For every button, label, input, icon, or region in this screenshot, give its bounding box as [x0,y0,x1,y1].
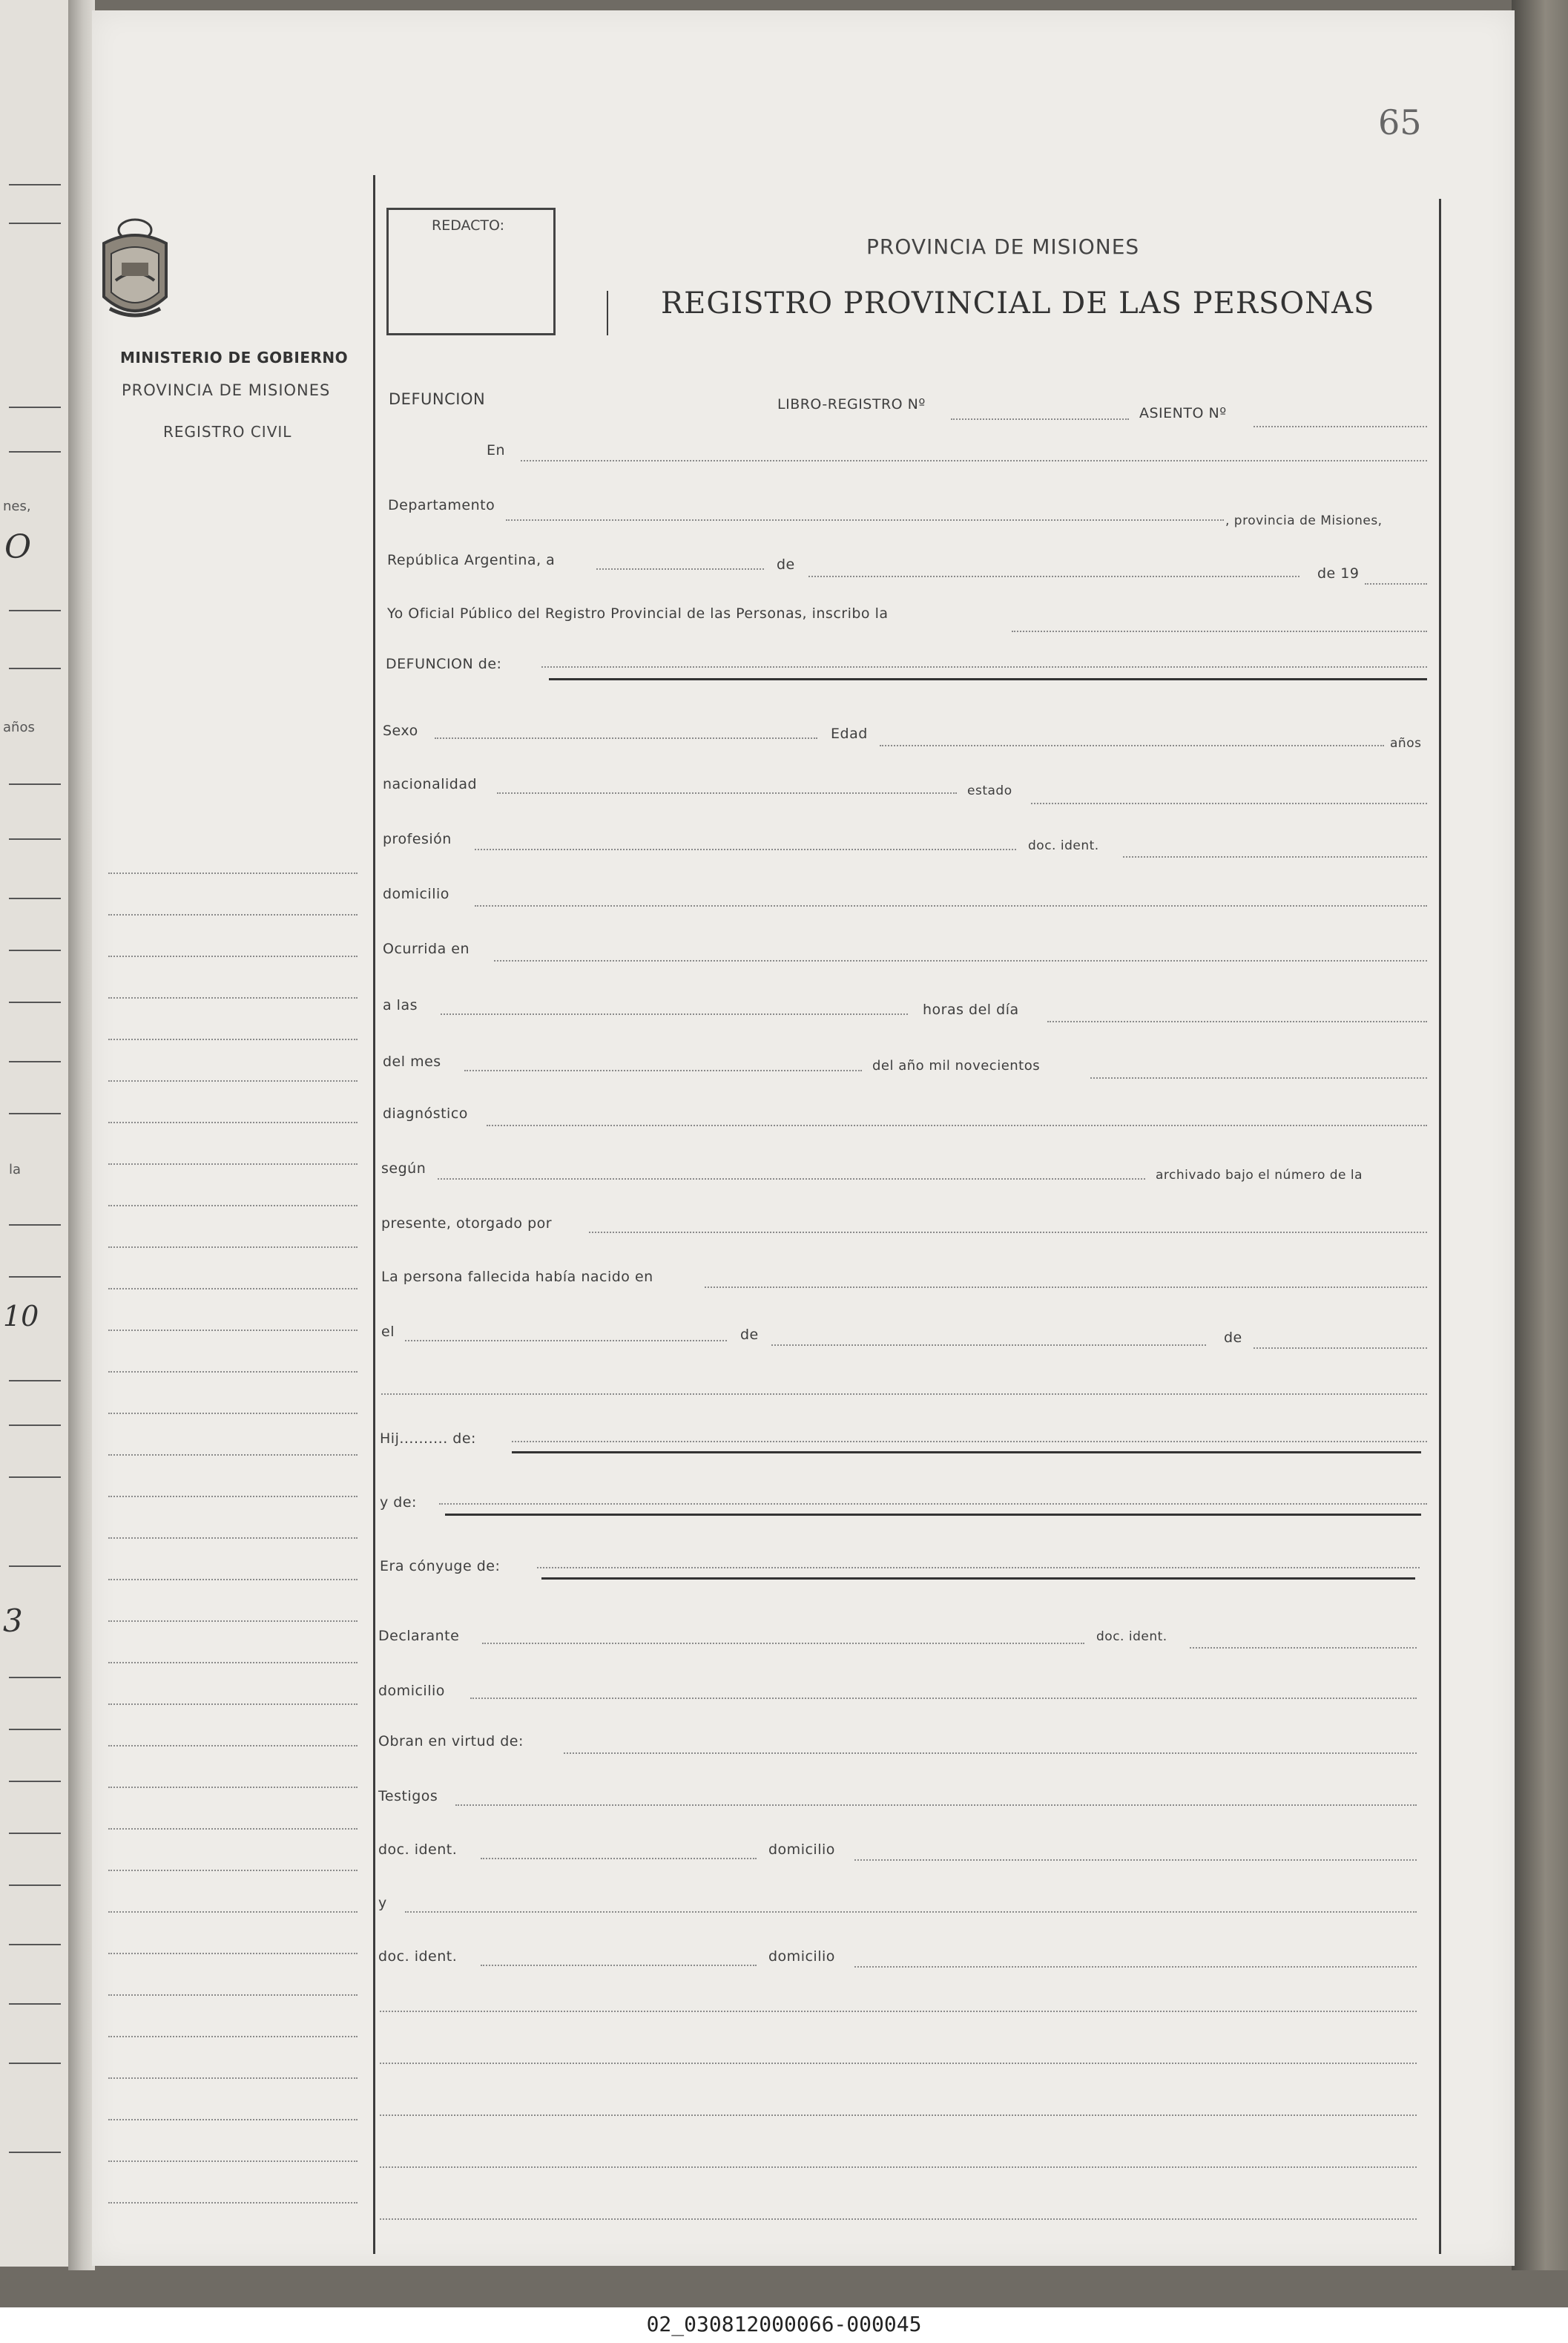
declarante-label: Declarante [378,1628,460,1644]
a-las-field[interactable] [441,1013,908,1015]
hijo-dots [512,1441,1427,1442]
header-divider [607,291,608,335]
defuncion-de-field[interactable] [549,678,1427,680]
edad-label: Edad [831,726,868,742]
estado-label: estado [967,783,1012,798]
margin-note-line[interactable] [108,2036,358,2037]
notes-line[interactable] [380,2011,1417,2012]
left-rule [9,668,61,669]
notes-line[interactable] [380,2114,1417,2116]
title-province: PROVINCIA DE MISIONES [866,234,1140,259]
del-mes-field[interactable] [464,1070,862,1071]
margin-note-line[interactable] [108,1620,358,1622]
margin-note-line[interactable] [108,956,358,957]
del-ano-label: del año mil novecientos [872,1058,1041,1074]
testigo-1-field[interactable] [455,1804,1417,1806]
departamento-label: Departamento [388,497,495,513]
margin-note-line[interactable] [108,1288,358,1289]
conyuge-dots [537,1567,1420,1568]
margin-note-line[interactable] [108,1745,358,1746]
del-ano-field[interactable] [1090,1077,1427,1079]
left-rule [9,950,61,951]
margin-note-line[interactable] [108,1787,358,1788]
departamento-field[interactable] [506,519,1224,521]
margin-note-line[interactable] [108,873,358,874]
testigo-1-domicilio-field[interactable] [854,1859,1417,1861]
margin-note-line[interactable] [108,1330,358,1331]
margin-note-line[interactable] [108,1911,358,1913]
domicilio-field[interactable] [475,905,1427,907]
nacimiento-ano-field[interactable] [1254,1347,1427,1349]
left-rule [9,184,61,185]
margin-note-line[interactable] [108,1122,358,1123]
en-label: En [487,442,506,459]
diagnostico-field[interactable] [487,1125,1427,1126]
page-number: 65 [1378,102,1422,142]
nacimiento-mes-field[interactable] [771,1344,1206,1346]
left-rule [9,2152,61,2153]
notes-line[interactable] [380,2063,1417,2064]
ministry-label: MINISTERIO DE GOBIERNO [120,349,349,367]
profesion-field[interactable] [475,849,1016,850]
margin-note-line[interactable] [108,1163,358,1165]
testigo-1-doc-label: doc. ident. [378,1841,458,1858]
registry-label: REGISTRO CIVIL [163,423,292,441]
margin-note-line[interactable] [108,1953,358,1954]
margin-note-line[interactable] [108,1246,358,1248]
declarante-domicilio-field[interactable] [470,1698,1417,1699]
segun-field[interactable] [438,1178,1145,1180]
title-registry: REGISTRO PROVINCIAL DE LAS PERSONAS [661,286,1375,321]
margin-note-line[interactable] [108,1413,358,1414]
y-de-label: y de: [380,1494,417,1511]
margin-note-line[interactable] [108,1454,358,1456]
del-mes-label: del mes [383,1054,441,1070]
testigos-label: Testigos [378,1788,438,1804]
testigo-1-domicilio-label: domicilio [768,1841,835,1858]
segun-label: según [381,1160,426,1177]
margin-note-line[interactable] [108,1496,358,1497]
margin-note-line[interactable] [108,2077,358,2079]
margin-note-line[interactable] [108,1828,358,1830]
margin-note-line[interactable] [108,1537,358,1539]
edad-field[interactable] [880,745,1384,746]
doc-ident-label-2: doc. ident. [1096,1629,1167,1644]
y-de-dots [439,1503,1427,1505]
domicilio-label: domicilio [383,886,449,902]
obran-label: Obran en virtud de: [378,1733,524,1749]
nacido-en-field[interactable] [705,1286,1427,1288]
extra-line[interactable] [381,1393,1427,1395]
handwritten-mark: 10 [3,1300,39,1332]
left-rule [9,1677,61,1678]
left-fragment: nes, [3,499,31,514]
margin-note-line[interactable] [108,1703,358,1705]
margin-note-line[interactable] [108,2202,358,2204]
testigo-2-domicilio-field[interactable] [854,1966,1417,1968]
persona-fallecida-label: La persona fallecida había nacido en [381,1269,653,1285]
defuncion-heading: DEFUNCION [389,390,486,408]
de19-label: de 19 [1317,565,1360,582]
sexo-label: Sexo [383,723,418,739]
nacionalidad-field[interactable] [497,792,957,794]
el-label: el [381,1324,395,1340]
yo-oficial-text: Yo Oficial Público del Registro Provincial de las Personas, inscribo la [387,605,889,622]
left-rule [9,1424,61,1426]
left-rule [9,1944,61,1945]
dia-field[interactable] [596,568,764,570]
en-field[interactable] [521,460,1427,461]
de-label-3: de [1224,1330,1242,1346]
mes-field[interactable] [808,576,1299,577]
book-gutter [68,0,95,2270]
margin-note-line[interactable] [108,1080,358,1082]
notes-line[interactable] [380,2218,1417,2220]
left-rule [9,1224,61,1226]
estado-field[interactable] [1031,803,1427,804]
defuncion-de-dots [541,666,1427,668]
left-rule [9,1729,61,1730]
image-caption: 02_030812000066-000045 [646,2312,922,2336]
left-rule [9,1565,61,1567]
testigo-2-doc-field[interactable] [481,1965,757,1966]
left-rule-vertical [373,175,375,2254]
profesion-label: profesión [383,831,452,847]
nacimiento-dia-field[interactable] [405,1340,727,1341]
anos-label: años [1390,736,1422,751]
inscribo-field[interactable] [1012,631,1427,632]
doc-ident-field[interactable] [1123,856,1427,858]
previous-page [0,0,68,2267]
doc-ident-label: doc. ident. [1028,838,1099,853]
margin-note-line[interactable] [108,1870,358,1871]
y-label: y [378,1895,387,1911]
conyuge-field[interactable] [541,1577,1415,1580]
left-fragment: años [3,720,35,735]
margin-note-line[interactable] [108,914,358,916]
left-rule [9,451,61,453]
conyuge-label: Era cónyuge de: [380,1558,501,1574]
left-rule [9,2063,61,2064]
libro-field[interactable] [951,418,1129,420]
right-rule-vertical [1439,199,1441,2254]
margin-note-line[interactable] [108,2160,358,2162]
declarante-field[interactable] [482,1643,1084,1644]
book-cover-edge [1512,0,1568,2270]
presente-field[interactable] [589,1232,1427,1233]
domicilio-label-2: domicilio [378,1683,445,1699]
left-rule [9,1113,61,1114]
left-rule [9,898,61,899]
horas-field[interactable] [1047,1021,1427,1022]
left-rule [9,610,61,611]
left-rule [9,1781,61,1782]
nacionalidad-label: nacionalidad [383,776,478,792]
left-rule [9,1380,61,1381]
ocurrida-field[interactable] [494,960,1427,962]
libro-label: LIBRO-REGISTRO Nº [777,396,926,413]
margin-note-line[interactable] [108,1662,358,1663]
testigo-2-domicilio-label: domicilio [768,1948,835,1965]
defuncion-de-label: DEFUNCION de: [386,656,502,672]
hijo-field[interactable] [512,1451,1421,1453]
left-rule [9,838,61,840]
testigo-1-doc-field[interactable] [481,1858,757,1859]
ocurrida-label: Ocurrida en [383,941,470,957]
archivado-text: archivado bajo el número de la [1156,1168,1363,1183]
obran-field[interactable] [564,1752,1417,1754]
left-rule [9,407,61,408]
province-label: PROVINCIA DE MISIONES [122,381,331,399]
margin-note-line[interactable] [108,1994,358,1996]
left-rule [9,1884,61,1886]
y-de-field[interactable] [445,1514,1421,1516]
left-rule [9,1276,61,1278]
provincia-misiones-text: , provincia de Misiones, [1225,513,1383,528]
asiento-field[interactable] [1254,426,1427,427]
margin-note-line[interactable] [108,1371,358,1373]
left-rule [9,2003,61,2005]
left-rule [9,1476,61,1478]
margin-note-line[interactable] [108,1579,358,1580]
presente-label: presente, otorgado por [381,1215,553,1232]
margin-note-line[interactable] [108,997,358,999]
diagnostico-label: diagnóstico [383,1105,468,1122]
handwritten-mark: O [4,528,32,566]
asiento-label: ASIENTO Nº [1139,405,1227,421]
testigo-2-doc-label: doc. ident. [378,1948,458,1965]
left-rule [9,783,61,785]
declarante-doc-field[interactable] [1190,1647,1417,1649]
left-rule [9,1833,61,1834]
testigo-2-field[interactable] [405,1911,1417,1913]
margin-note-line[interactable] [108,2119,358,2120]
ano-field[interactable] [1365,583,1427,585]
hijo-label: Hij.......... de: [380,1430,476,1447]
margin-note-line[interactable] [108,1205,358,1206]
left-rule [9,1002,61,1003]
republica-label: República Argentina, a [387,552,556,568]
de-label-2: de [740,1327,759,1343]
de-label: de [777,556,795,573]
notes-line[interactable] [380,2166,1417,2168]
redacto-box[interactable] [386,208,556,335]
margin-note-line[interactable] [108,1039,358,1040]
left-rule [9,223,61,224]
handwritten-mark: 3 [3,1603,23,1639]
sexo-field[interactable] [435,737,817,739]
redacto-label: REDACTO: [432,217,505,234]
a-las-label: a las [383,997,418,1013]
horas-label: horas del día [923,1002,1019,1018]
left-fragment: la [9,1162,22,1177]
left-rule [9,1061,61,1062]
provincial-seal-icon [93,214,177,325]
